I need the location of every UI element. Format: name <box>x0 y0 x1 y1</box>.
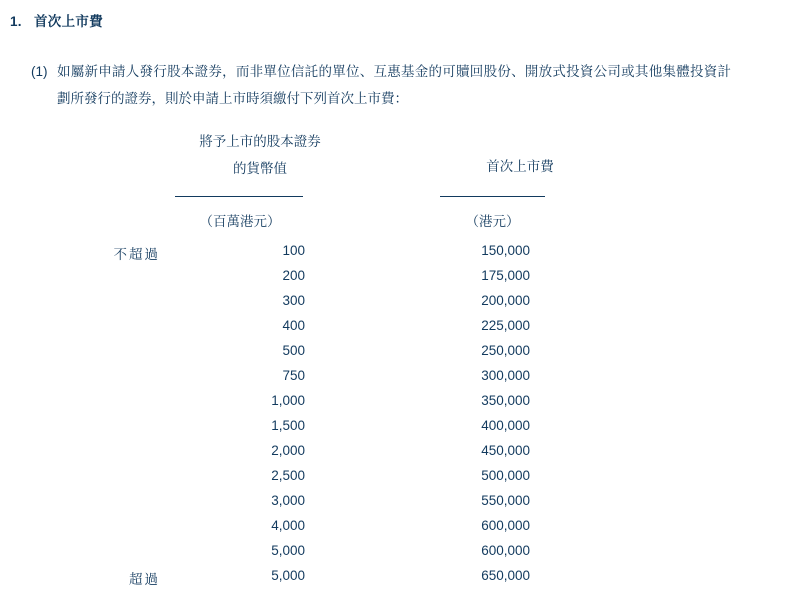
row-value: 100 <box>282 243 305 258</box>
row-fee: 300,000 <box>481 368 530 383</box>
table-header-row <box>0 128 800 188</box>
table-row <box>0 368 800 393</box>
table-row <box>0 418 800 443</box>
table-row <box>0 243 800 268</box>
row-fee: 450,000 <box>481 443 530 458</box>
row-label: 不超過 <box>113 247 160 262</box>
row-fee: 650,000 <box>481 568 530 583</box>
paragraph-block <box>31 58 731 112</box>
paragraph-text: 如屬新申請人發行股本證券，而非單位信託的單位、互惠基金的可贖回股份、開放式投資公司或其他集體投資計劃所發行的證券，則於申請上市時須繳付下列首次上市費： <box>57 64 731 106</box>
unit-right: （港元） <box>465 214 520 229</box>
table-row <box>0 518 800 543</box>
row-value: 2,000 <box>271 443 305 458</box>
table-row <box>0 268 800 293</box>
row-fee: 400,000 <box>481 418 530 433</box>
row-fee: 225,000 <box>481 318 530 333</box>
row-value: 500 <box>282 343 305 358</box>
table-row <box>0 493 800 518</box>
table-header-left <box>160 128 360 182</box>
initial-listing-fee-table <box>0 128 800 593</box>
row-value: 1,500 <box>271 418 305 433</box>
row-value: 4,000 <box>271 518 305 533</box>
unit-left: （百萬港元） <box>199 214 281 229</box>
table-row <box>0 443 800 468</box>
header-rule-left <box>175 196 303 197</box>
table-unit-row <box>0 210 800 243</box>
row-value: 750 <box>282 368 305 383</box>
row-value: 3,000 <box>271 493 305 508</box>
row-fee: 600,000 <box>481 518 530 533</box>
row-fee: 550,000 <box>481 493 530 508</box>
row-fee: 175,000 <box>481 268 530 283</box>
section-number: 1. <box>10 14 22 29</box>
table-row <box>0 293 800 318</box>
table-header-left-line1: 將予上市的股本證券 <box>199 134 321 149</box>
table-header-rules <box>0 188 800 210</box>
section-heading <box>10 10 103 30</box>
row-fee: 350,000 <box>481 393 530 408</box>
row-value: 300 <box>282 293 305 308</box>
row-fee: 500,000 <box>481 468 530 483</box>
table-row <box>0 543 800 568</box>
row-label: 超過 <box>129 572 160 587</box>
row-fee: 200,000 <box>481 293 530 308</box>
table-row <box>0 568 800 593</box>
row-fee: 250,000 <box>481 343 530 358</box>
row-value: 400 <box>282 318 305 333</box>
section-title: 首次上市費 <box>34 14 103 29</box>
table-header-right: 首次上市費 <box>486 159 554 174</box>
paragraph-number: (1) <box>31 64 48 79</box>
table-header-left-line2: 的貨幣值 <box>233 161 287 176</box>
row-fee: 600,000 <box>481 543 530 558</box>
table-row <box>0 468 800 493</box>
header-rule-right <box>440 196 545 197</box>
row-fee: 150,000 <box>481 243 530 258</box>
table-row <box>0 343 800 368</box>
row-value: 200 <box>282 268 305 283</box>
table-body <box>0 243 800 593</box>
table-row <box>0 318 800 343</box>
row-value: 2,500 <box>271 468 305 483</box>
row-value: 5,000 <box>271 543 305 558</box>
table-row <box>0 393 800 418</box>
row-value: 5,000 <box>271 568 305 583</box>
row-value: 1,000 <box>271 393 305 408</box>
